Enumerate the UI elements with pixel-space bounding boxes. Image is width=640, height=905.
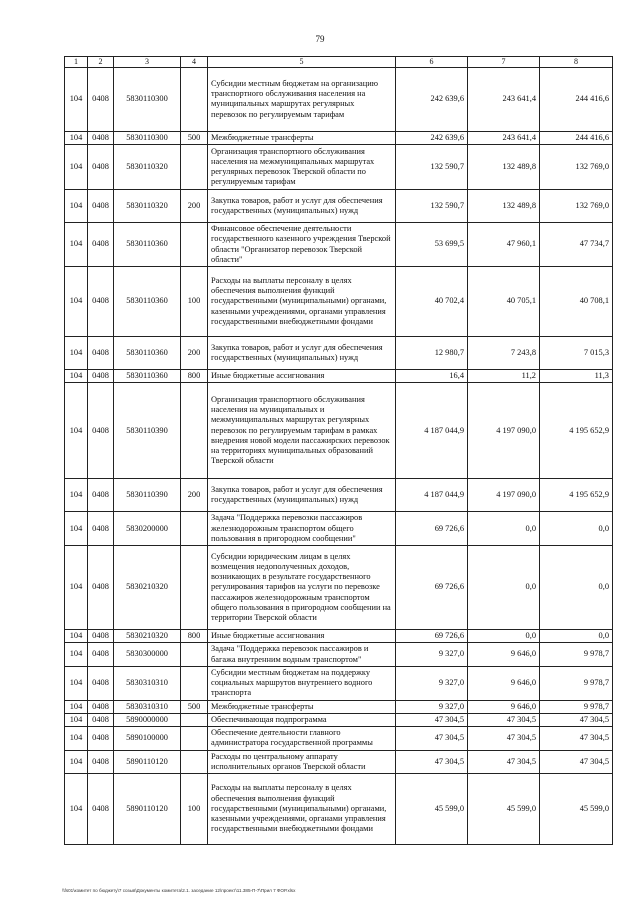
cell-description: Обеспечивающая подпрограмма xyxy=(208,713,396,726)
cell-amount-year-1: 9 327,0 xyxy=(396,700,468,713)
cell-amount-year-3: 9 978,7 xyxy=(540,643,613,667)
cell-expense-type xyxy=(181,713,208,726)
cell-expense-type xyxy=(181,67,208,131)
cell-section: 104 xyxy=(65,223,88,267)
cell-amount-year-1: 69 726,6 xyxy=(396,512,468,546)
cell-subsection: 0408 xyxy=(88,267,114,337)
cell-expense-type: 500 xyxy=(181,700,208,713)
cell-section: 104 xyxy=(65,512,88,546)
cell-target-article: 5830300000 xyxy=(114,643,181,667)
table-row xyxy=(65,546,613,630)
cell-description: Закупка товаров, работ и услуг для обеспечения государственных (муниципальных) нужд xyxy=(208,337,396,370)
cell-subsection: 0408 xyxy=(88,67,114,131)
budget-table xyxy=(64,56,613,845)
header-col-6: 6 xyxy=(396,57,468,68)
table-row xyxy=(65,643,613,667)
cell-section: 104 xyxy=(65,546,88,630)
table-row xyxy=(65,750,613,774)
table-row xyxy=(65,190,613,223)
cell-amount-year-2: 7 243,8 xyxy=(468,337,540,370)
cell-subsection: 0408 xyxy=(88,337,114,370)
cell-target-article: 5830310310 xyxy=(114,666,181,700)
cell-target-article: 5830210320 xyxy=(114,546,181,630)
cell-description: Задача "Поддержка перевозок пассажиров и багажа внутренним водным транспортом" xyxy=(208,643,396,667)
cell-subsection: 0408 xyxy=(88,700,114,713)
cell-amount-year-3: 47 734,7 xyxy=(540,223,613,267)
cell-description: Иные бюджетные ассигнования xyxy=(208,370,396,383)
cell-target-article: 5890110120 xyxy=(114,774,181,845)
cell-section: 104 xyxy=(65,190,88,223)
table-row xyxy=(65,630,613,643)
page-number: 79 xyxy=(315,34,325,44)
table-row xyxy=(65,666,613,700)
cell-amount-year-3: 9 978,7 xyxy=(540,666,613,700)
cell-amount-year-1: 47 304,5 xyxy=(396,713,468,726)
cell-expense-type xyxy=(181,643,208,667)
cell-amount-year-1: 47 304,5 xyxy=(396,750,468,774)
cell-amount-year-1: 69 726,6 xyxy=(396,546,468,630)
cell-amount-year-3: 45 599,0 xyxy=(540,774,613,845)
cell-amount-year-3: 132 769,0 xyxy=(540,145,613,190)
cell-amount-year-1: 242 639,6 xyxy=(396,67,468,131)
cell-target-article: 5830200000 xyxy=(114,512,181,546)
cell-amount-year-1: 132 590,7 xyxy=(396,190,468,223)
table-row xyxy=(65,370,613,383)
cell-amount-year-3: 4 195 652,9 xyxy=(540,383,613,479)
cell-amount-year-2: 132 489,8 xyxy=(468,145,540,190)
cell-description: Задача "Поддержка перевозки пассажиров железнодорожным транспортом общего пользования в пригородном сообщении" xyxy=(208,512,396,546)
cell-subsection: 0408 xyxy=(88,713,114,726)
table-row xyxy=(65,67,613,131)
table-row xyxy=(65,145,613,190)
cell-amount-year-3: 9 978,7 xyxy=(540,700,613,713)
cell-expense-type: 200 xyxy=(181,337,208,370)
cell-description: Межбюджетные трансферты xyxy=(208,700,396,713)
cell-expense-type xyxy=(181,512,208,546)
cell-subsection: 0408 xyxy=(88,774,114,845)
cell-target-article: 5890110120 xyxy=(114,750,181,774)
header-col-2: 2 xyxy=(88,57,114,68)
cell-subsection: 0408 xyxy=(88,630,114,643)
cell-target-article: 5830110360 xyxy=(114,267,181,337)
cell-target-article: 5830110390 xyxy=(114,383,181,479)
header-col-4: 4 xyxy=(181,57,208,68)
table-body xyxy=(65,67,613,844)
table-row xyxy=(65,774,613,845)
cell-section: 104 xyxy=(65,479,88,512)
table-row xyxy=(65,267,613,337)
cell-subsection: 0408 xyxy=(88,383,114,479)
cell-section: 104 xyxy=(65,67,88,131)
header-col-8: 8 xyxy=(540,57,613,68)
cell-section: 104 xyxy=(65,700,88,713)
cell-subsection: 0408 xyxy=(88,479,114,512)
cell-target-article: 5890000000 xyxy=(114,713,181,726)
cell-section: 104 xyxy=(65,750,88,774)
cell-amount-year-3: 244 416,6 xyxy=(540,131,613,144)
table-row xyxy=(65,713,613,726)
table-row xyxy=(65,700,613,713)
table-row xyxy=(65,479,613,512)
cell-amount-year-2: 4 197 090,0 xyxy=(468,479,540,512)
cell-description: Финансовое обеспечение деятельности государственного казенного учреждения Тверской области "Организатор перевозок Тверской области" xyxy=(208,223,396,267)
cell-section: 104 xyxy=(65,145,88,190)
cell-section: 104 xyxy=(65,131,88,144)
cell-amount-year-3: 132 769,0 xyxy=(540,190,613,223)
cell-description: Субсидии юридическим лицам в целях возмещения недополученных доходов, возникающих в результате государственного регулирования тарифов на услуги по перевозке пассажиров железнодорожным транспортом общего пользования в пригородном сообщении на территории Тверской области xyxy=(208,546,396,630)
cell-expense-type xyxy=(181,727,208,751)
cell-amount-year-3: 40 708,1 xyxy=(540,267,613,337)
cell-amount-year-1: 4 187 044,9 xyxy=(396,383,468,479)
cell-section: 104 xyxy=(65,383,88,479)
cell-subsection: 0408 xyxy=(88,131,114,144)
cell-amount-year-1: 242 639,6 xyxy=(396,131,468,144)
cell-amount-year-2: 47 304,5 xyxy=(468,727,540,751)
cell-expense-type: 800 xyxy=(181,370,208,383)
cell-expense-type xyxy=(181,666,208,700)
cell-description: Организация транспортного обслуживания населения на муниципальных и межмуниципальных маршрутах регулярных перевозок по регулируемым тарифам в рамках внедрения новой модели пассажирских перевозок на территориях муниципальных образований Тверской области xyxy=(208,383,396,479)
cell-amount-year-2: 47 304,5 xyxy=(468,713,540,726)
cell-target-article: 5830110300 xyxy=(114,131,181,144)
cell-expense-type: 100 xyxy=(181,774,208,845)
cell-amount-year-1: 53 699,5 xyxy=(396,223,468,267)
cell-subsection: 0408 xyxy=(88,750,114,774)
cell-target-article: 5830110360 xyxy=(114,337,181,370)
table-row xyxy=(65,383,613,479)
cell-target-article: 5830110320 xyxy=(114,145,181,190)
table-row xyxy=(65,337,613,370)
header-row xyxy=(65,57,613,68)
table-row xyxy=(65,223,613,267)
cell-amount-year-2: 9 646,0 xyxy=(468,700,540,713)
table-row xyxy=(65,131,613,144)
cell-target-article: 5830310310 xyxy=(114,700,181,713)
cell-description: Обеспечение деятельности главного администратора государственной программы xyxy=(208,727,396,751)
cell-target-article: 5830110360 xyxy=(114,370,181,383)
cell-section: 104 xyxy=(65,727,88,751)
cell-section: 104 xyxy=(65,774,88,845)
cell-amount-year-3: 244 416,6 xyxy=(540,67,613,131)
cell-expense-type xyxy=(181,546,208,630)
cell-amount-year-2: 9 646,0 xyxy=(468,666,540,700)
cell-section: 104 xyxy=(65,666,88,700)
cell-amount-year-2: 243 641,4 xyxy=(468,131,540,144)
cell-amount-year-2: 0,0 xyxy=(468,546,540,630)
cell-section: 104 xyxy=(65,337,88,370)
cell-subsection: 0408 xyxy=(88,370,114,383)
cell-description: Закупка товаров, работ и услуг для обеспечения государственных (муниципальных) нужд xyxy=(208,190,396,223)
cell-amount-year-2: 47 304,5 xyxy=(468,750,540,774)
cell-amount-year-1: 9 327,0 xyxy=(396,666,468,700)
cell-amount-year-1: 45 599,0 xyxy=(396,774,468,845)
cell-amount-year-2: 40 705,1 xyxy=(468,267,540,337)
table-row xyxy=(65,727,613,751)
cell-amount-year-2: 11,2 xyxy=(468,370,540,383)
cell-amount-year-1: 12 980,7 xyxy=(396,337,468,370)
cell-amount-year-3: 4 195 652,9 xyxy=(540,479,613,512)
table-row xyxy=(65,512,613,546)
cell-subsection: 0408 xyxy=(88,666,114,700)
cell-section: 104 xyxy=(65,630,88,643)
cell-amount-year-3: 47 304,5 xyxy=(540,750,613,774)
cell-description: Закупка товаров, работ и услуг для обеспечения государственных (муниципальных) нужд xyxy=(208,479,396,512)
cell-section: 104 xyxy=(65,370,88,383)
cell-amount-year-3: 47 304,5 xyxy=(540,727,613,751)
cell-target-article: 5890100000 xyxy=(114,727,181,751)
cell-target-article: 5830110390 xyxy=(114,479,181,512)
cell-expense-type xyxy=(181,145,208,190)
cell-section: 104 xyxy=(65,713,88,726)
cell-amount-year-1: 9 327,0 xyxy=(396,643,468,667)
cell-expense-type xyxy=(181,383,208,479)
cell-amount-year-3: 0,0 xyxy=(540,630,613,643)
cell-amount-year-1: 40 702,4 xyxy=(396,267,468,337)
cell-amount-year-3: 11,3 xyxy=(540,370,613,383)
cell-amount-year-2: 0,0 xyxy=(468,630,540,643)
cell-subsection: 0408 xyxy=(88,727,114,751)
cell-description: Расходы по центральному аппарату исполнительных органов Тверской области xyxy=(208,750,396,774)
cell-subsection: 0408 xyxy=(88,223,114,267)
cell-target-article: 5830110320 xyxy=(114,190,181,223)
cell-expense-type: 500 xyxy=(181,131,208,144)
cell-amount-year-2: 45 599,0 xyxy=(468,774,540,845)
header-col-5: 5 xyxy=(208,57,396,68)
cell-description: Расходы на выплаты персоналу в целях обеспечения выполнения функций государственными (муниципальными) органами, казенными учреждениями, органами управления государственными внебюджетными фондами xyxy=(208,774,396,845)
cell-description: Иные бюджетные ассигнования xyxy=(208,630,396,643)
cell-subsection: 0408 xyxy=(88,546,114,630)
cell-amount-year-2: 243 641,4 xyxy=(468,67,540,131)
cell-amount-year-1: 47 304,5 xyxy=(396,727,468,751)
cell-amount-year-3: 0,0 xyxy=(540,512,613,546)
footer-file-path: \\fs01\комитет по бюджету\7 созыв\Документы комитета\2.1. заседание 12\проект\11.385-П-7\Прил 7 ФОР.xlsx xyxy=(62,888,296,893)
cell-subsection: 0408 xyxy=(88,190,114,223)
cell-amount-year-2: 4 197 090,0 xyxy=(468,383,540,479)
header-col-1: 1 xyxy=(65,57,88,68)
cell-description: Межбюджетные трансферты xyxy=(208,131,396,144)
cell-subsection: 0408 xyxy=(88,145,114,190)
cell-subsection: 0408 xyxy=(88,643,114,667)
cell-expense-type: 100 xyxy=(181,267,208,337)
cell-expense-type: 800 xyxy=(181,630,208,643)
cell-amount-year-3: 0,0 xyxy=(540,546,613,630)
cell-amount-year-1: 132 590,7 xyxy=(396,145,468,190)
cell-expense-type xyxy=(181,223,208,267)
cell-description: Организация транспортного обслуживания населения на межмуниципальных маршрутах регулярных перевозок Тверской области по регулируемым тарифам xyxy=(208,145,396,190)
cell-amount-year-2: 47 960,1 xyxy=(468,223,540,267)
cell-amount-year-1: 16,4 xyxy=(396,370,468,383)
cell-expense-type: 200 xyxy=(181,479,208,512)
cell-amount-year-1: 69 726,6 xyxy=(396,630,468,643)
cell-amount-year-3: 7 015,3 xyxy=(540,337,613,370)
cell-target-article: 5830110360 xyxy=(114,223,181,267)
cell-section: 104 xyxy=(65,267,88,337)
cell-amount-year-2: 0,0 xyxy=(468,512,540,546)
cell-target-article: 5830210320 xyxy=(114,630,181,643)
header-col-3: 3 xyxy=(114,57,181,68)
cell-amount-year-3: 47 304,5 xyxy=(540,713,613,726)
cell-amount-year-1: 4 187 044,9 xyxy=(396,479,468,512)
cell-description: Субсидии местным бюджетам на поддержку социальных маршрутов внутреннего водного транспорта xyxy=(208,666,396,700)
cell-subsection: 0408 xyxy=(88,512,114,546)
cell-amount-year-2: 132 489,8 xyxy=(468,190,540,223)
cell-description: Субсидии местным бюджетам на организацию транспортного обслуживания населения на муниципальных маршрутах регулярных перевозок по регулируемым тарифам xyxy=(208,67,396,131)
cell-target-article: 5830110300 xyxy=(114,67,181,131)
cell-section: 104 xyxy=(65,643,88,667)
header-col-7: 7 xyxy=(468,57,540,68)
cell-amount-year-2: 9 646,0 xyxy=(468,643,540,667)
cell-description: Расходы на выплаты персоналу в целях обеспечения выполнения функций государственными (муниципальными) органами, казенными учреждениями, органами управления государственными внебюджетными фондами xyxy=(208,267,396,337)
cell-expense-type xyxy=(181,750,208,774)
cell-expense-type: 200 xyxy=(181,190,208,223)
